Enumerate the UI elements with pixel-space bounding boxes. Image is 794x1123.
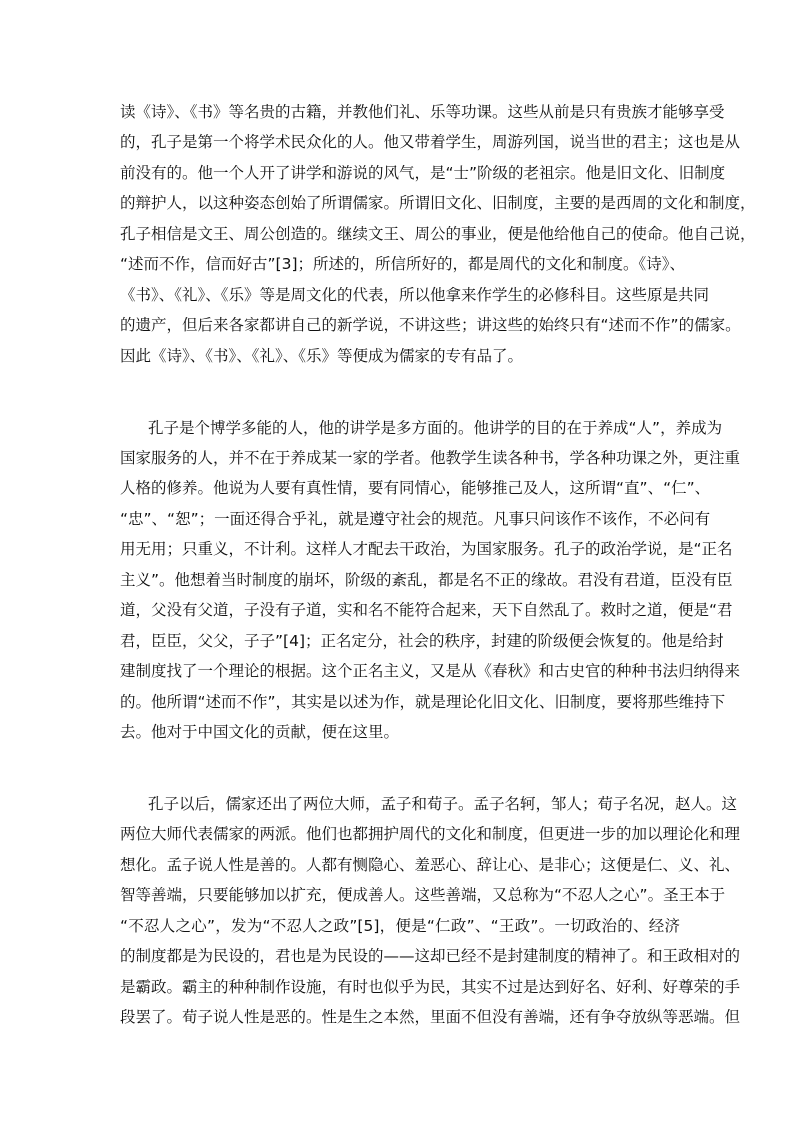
text-line: “不忍人之心”，发为“不忍人之政”[5]，便是“仁政”、“王政”。一切政治的、经济 [120,917,680,935]
text-line: 两位大师代表儒家的两派。他们也都拥护周代的文化和制度，但更进一步的加以理论化和理 [120,825,741,843]
text-line: 主义”。他想着当时制度的崩坏，阶级的紊乱，都是名不正的缘故。君没有君道，臣没有臣 [120,571,733,589]
text-line: 前没有的。他一个人开了讲学和游说的风气，是“士”阶级的老祖宗。他是旧文化、旧制度 [120,164,726,182]
text-line: 道，父没有父道，子没有子道，实和名不能符合起来，天下自然乱了。救时之道，便是“君 [120,601,733,619]
text-line: 人格的修养。他说为人要有真性情，要有同情心，能够推己及人，这所谓“直”、“仁”、 [120,479,711,497]
text-line: 读《诗》、《书》等名贵的古籍，并教他们礼、乐等功课。这些从前是只有贵族才能够享受 [120,103,725,121]
text-line: 孔子相信是文王、周公创造的。继续文王、周公的事业，便是他给他自己的使命。他自己说， [120,225,756,243]
text-line: 因此《诗》、《书》、《礼》、《乐》等便成为儒家的专有品了。 [120,347,524,365]
text-line: 君，臣臣，父父，子子”[4]；正名定分，社会的秩序，封建的阶级便会恢复的。他是给封 [120,632,724,650]
text-line: “忠”、“恕”；一面还得合乎礼，就是遵守社会的规范。凡事只问该作不该作，不必问有 [120,510,711,528]
text-line: 国家服务的人，并不在于养成某一家的学者。他教学生读各种书，学各种功课之外，更注重 [120,449,741,467]
text-line: 用无用；只重义，不计利。这样人才配去干政治，为国家服务。孔子的政治学说，是“正名 [120,540,733,558]
text-line: 去。他对于中国文化的贡献，便在这里。 [120,723,400,741]
text-line: 孔子以后，儒家还出了两位大师，孟子和荀子。孟子名轲，邹人；荀子名况，赵人。这 [148,795,738,813]
text-line: 的制度都是为民设的，君也是为民设的——这却已经不是封建制度的精神了。和王政相对的 [120,947,741,965]
text-line: 的辩护人，以这种姿态创始了所谓儒家。所谓旧文化、旧制度，主要的是西周的文化和制度， [120,194,756,212]
text-line: “述而不作，信而好古”[3]；所述的，所信所好的，都是周代的文化和制度。《诗》、 [120,255,686,273]
text-line: 建制度找了一个理论的根据。这个正名主义，又是从《春秋》和古史官的种种书法归纳得来 [120,662,741,680]
text-line: 智等善端，只要能够加以扩充，便成善人。这些善端，又总称为“不忍人之心”。圣王本于 [120,886,726,904]
text-line: 《书》、《礼》、《乐》等是周文化的代表，所以他拿来作学生的必修科目。这些原是共同 [120,286,710,304]
text-line: 想化。孟子说人性是善的。人都有恻隐心、羞恶心、辞让心、是非心；这便是仁、义、礼、 [120,856,741,874]
text-line: 的。他所谓“述而不作”，其实是以述为作，就是理论化旧文化、旧制度，要将那些维持下 [120,693,726,711]
text-line: 的，孔子是第一个将学术民众化的人。他又带着学生，周游列国，说当世的君主；这也是从 [120,133,741,151]
text-line: 的遗产，但后来各家都讲自己的新学说，不讲这些；讲这些的始终只有“述而不作”的儒家。 [120,316,741,334]
text-line: 段罢了。荀子说人性是恶的。性是生之本然，里面不但没有善端，还有争夺放纵等恶端。但 [120,1008,741,1026]
text-line: 孔子是个博学多能的人，他的讲学是多方面的。他讲学的目的在于养成“人”，养成为 [148,419,723,437]
text-line: 是霸政。霸主的种种制作设施，有时也似乎为民，其实不过是达到好名、好利、好尊荣的手 [120,978,741,996]
